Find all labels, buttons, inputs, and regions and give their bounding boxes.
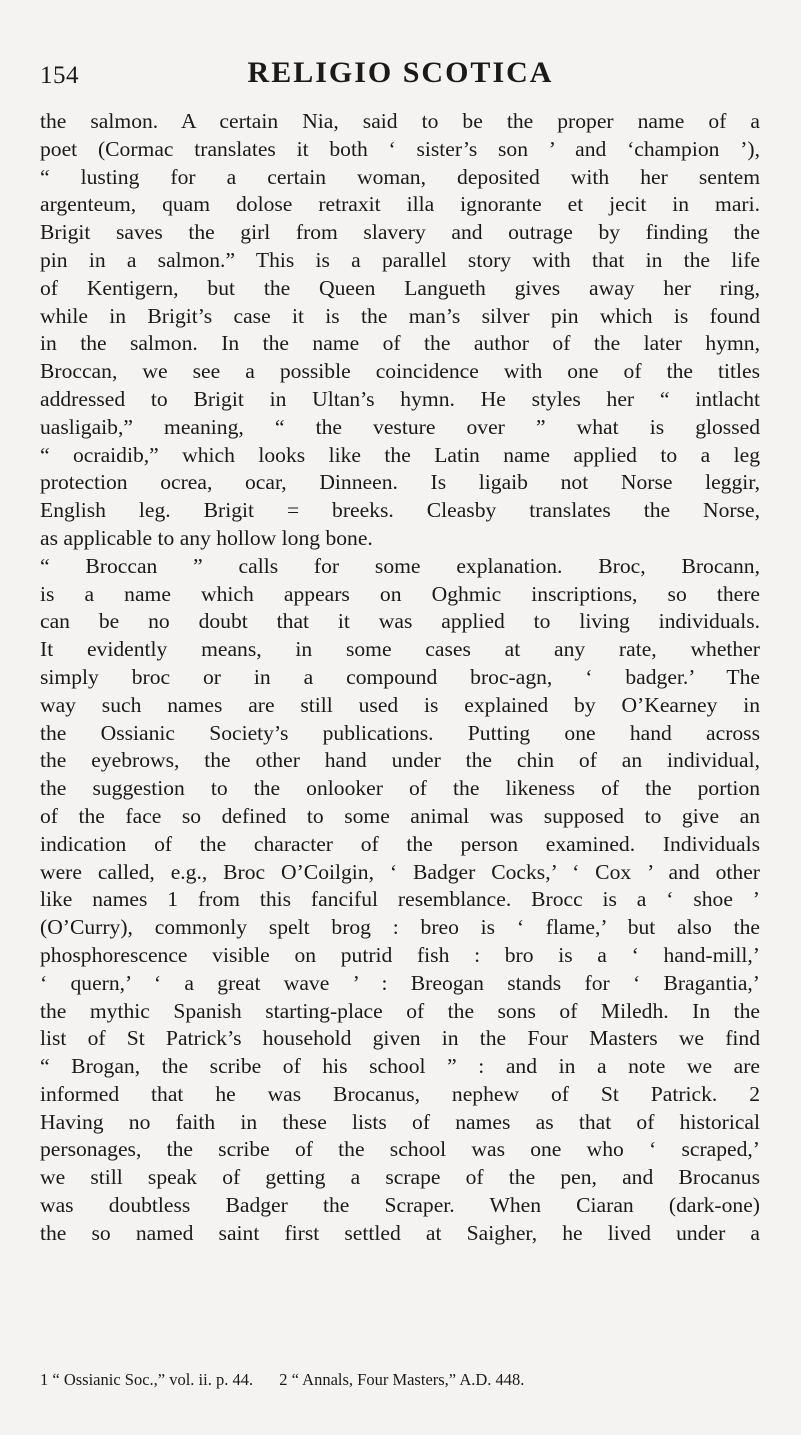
text-line: the salmon. A certain Nia, said to be the proper name of a [40, 109, 760, 133]
text-line: in the salmon. In the name of the author of the later hymn, [40, 331, 760, 356]
text-line: way such names are still used is explained by O’Kearney in [40, 692, 760, 717]
text-line: addressed to Brigit in Ultan’s hymn. He styles her “ intlacht [40, 386, 760, 411]
page-number: 154 [40, 62, 79, 89]
text-line: personages, the scribe of the school was one who ‘ scraped,’ [40, 1137, 760, 1162]
text-line: Broccan, we see a possible coincidence with one of the titles [40, 359, 760, 384]
text-line: It evidently means, in some cases at any rate, whether [40, 637, 760, 662]
text-line: “ Broccan ” calls for some explanation. Broc, Brocann, [40, 553, 760, 578]
text-line: phosphorescence visible on putrid fish : bro is a ‘ hand-mill,’ [40, 942, 760, 967]
text-line: the suggestion to the onlooker of the likeness of the portion [40, 776, 760, 801]
footnotes [40, 1370, 765, 1390]
footnote-1: 1 “ Ossianic Soc.,” vol. ii. p. 44. [40, 1370, 254, 1389]
body-text [40, 108, 760, 1248]
text-line: can be no doubt that it was applied to living individuals. [40, 609, 760, 634]
text-line: was doubtless Badger the Scraper. When Ciaran (dark-one) [40, 1193, 760, 1218]
text-line: list of St Patrick’s household given in the Four Masters we find [40, 1026, 760, 1051]
text-line: English leg. Brigit = breeks. Cleasby translates the Norse, [40, 498, 760, 523]
text-line: ‘ quern,’ ‘ a great wave ’ : Breogan stands for ‘ Bragantia,’ [40, 970, 760, 995]
text-line: pin in a salmon.” This is a parallel story with that in the life [40, 247, 760, 272]
text-line: as applicable to any hollow long bone. [40, 525, 373, 550]
text-line: “ lusting for a certain woman, deposited with her sentem [40, 164, 760, 189]
text-line: were called, e.g., Broc O’Coilgin, ‘ Badger Cocks,’ ‘ Cox ’ and other [40, 859, 760, 884]
text-line: informed that he was Brocanus, nephew of St Patrick. 2 [40, 1081, 760, 1106]
text-line: we still speak of getting a scrape of the pen, and Brocanus [40, 1165, 760, 1190]
text-line: “ ocraidib,” which looks like the Latin name applied to a leg [40, 442, 760, 467]
text-line: argenteum, quam dolose retraxit illa ignorante et jecit in mari. [40, 192, 760, 217]
text-line: Brigit saves the girl from slavery and outrage by finding the [40, 220, 760, 245]
page-header [40, 48, 761, 88]
text-line: of Kentigern, but the Queen Langueth gives away her ring, [40, 275, 760, 300]
text-line: indication of the character of the person examined. Individuals [40, 831, 760, 856]
text-line: Having no faith in these lists of names as that of historical [40, 1109, 760, 1134]
running-head: RELIGIO SCOTICA [247, 56, 554, 89]
text-line: protection ocrea, ocar, Dinneen. Is ligaib not Norse leggir, [40, 470, 760, 495]
text-line: the mythic Spanish starting-place of the sons of Miledh. In the [40, 998, 760, 1023]
text-line: the Ossianic Society’s publications. Putting one hand across [40, 720, 760, 745]
text-line: the eyebrows, the other hand under the chin of an individual, [40, 748, 760, 773]
text-line: “ Brogan, the scribe of his school ” : and in a note we are [40, 1054, 760, 1079]
text-line: uasligaib,” meaning, “ the vesture over ” what is glossed [40, 414, 760, 439]
footnote-2: 2 “ Annals, Four Masters,” A.D. 448. [279, 1370, 525, 1389]
text-line: (O’Curry), commonly spelt brog : breo is ‘ flame,’ but also the [40, 915, 760, 940]
text-line: poet (Cormac translates it both ‘ sister’s son ’ and ‘champion ’), [40, 136, 760, 161]
text-line: like names 1 from this fanciful resemblance. Brocc is a ‘ shoe ’ [40, 887, 760, 912]
text-line: is a name which appears on Oghmic inscriptions, so there [40, 581, 760, 606]
text-line: the so named saint first settled at Saigher, he lived under a [40, 1220, 760, 1245]
text-line: simply broc or in a compound broc-agn, ‘ badger.’ The [40, 664, 760, 689]
text-line: of the face so defined to some animal was supposed to give an [40, 803, 760, 828]
text-line: while in Brigit’s case it is the man’s silver pin which is found [40, 303, 760, 328]
